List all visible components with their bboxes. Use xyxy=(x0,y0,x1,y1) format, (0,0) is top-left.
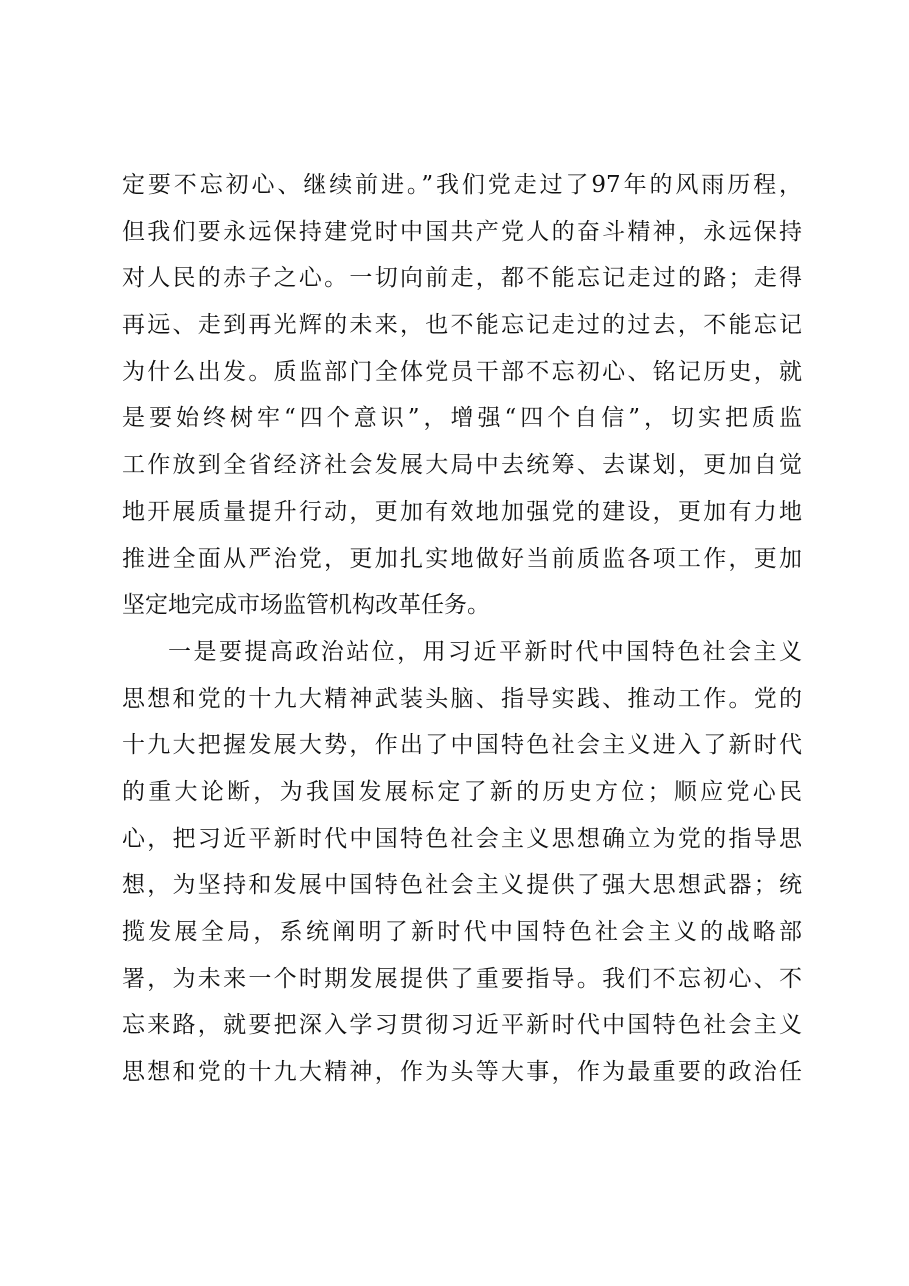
text-line: 署，为未来一个时期发展提供了重要指导。我们不忘初心、不 xyxy=(122,965,802,992)
text-line: 的重大论断，为我国发展标定了新的历史方位；顺应党心民 xyxy=(122,778,802,805)
text-line: 再远、走到再光辉的未来，也不能忘记走过的过去，不能忘记 xyxy=(122,312,802,339)
text-line: 想，为坚持和发展中国特色社会主义提供了强大思想武器；统 xyxy=(122,872,802,899)
text-line: 揽发展全局，系统阐明了新时代中国特色社会主义的战略部 xyxy=(122,919,802,945)
text-line: 定要不忘初心、继续前进。”我们党走过了97年的风雨历程， xyxy=(122,172,802,198)
text-line: 十九大把握发展大势，作出了中国特色社会主义进入了新时代 xyxy=(122,732,802,759)
body-text xyxy=(122,162,802,1096)
text-line: 对人民的赤子之心。一切向前走，都不能忘记走过的路；走得 xyxy=(122,265,802,292)
paragraph-2 xyxy=(122,629,802,1096)
text-line: 思想和党的十九大精神，作为头等大事，作为最重要的政治任 xyxy=(122,1059,802,1086)
text-line: 思想和党的十九大精神武装头脑、指导实践、推动工作。党的 xyxy=(122,685,802,712)
text-line: 坚定地完成市场监管机构改革任务。 xyxy=(122,592,490,619)
text-line: 地开展质量提升行动，更加有效地加强党的建设，更加有力地 xyxy=(122,498,802,525)
text-line: 但我们要永远保持建党时中国共产党人的奋斗精神，永远保持 xyxy=(122,218,802,245)
text-line: 心，把习近平新时代中国特色社会主义思想确立为党的指导思 xyxy=(122,825,802,852)
text-line: 一是要提高政治站位，用习近平新时代中国特色社会主义 xyxy=(168,638,802,665)
paragraph-1 xyxy=(122,162,802,629)
text-line: 工作放到全省经济社会发展大局中去统筹、去谋划，更加自觉 xyxy=(122,452,802,479)
text-line: 是要始终树牢“四个意识”，增强“四个自信”，切实把质监 xyxy=(122,405,802,432)
text-line: 为什么出发。质监部门全体党员干部不忘初心、铭记历史，就 xyxy=(122,358,802,385)
text-line: 推进全面从严治党，更加扎实地做好当前质监各项工作，更加 xyxy=(122,545,802,572)
text-line: 忘来路，就要把深入学习贯彻习近平新时代中国特色社会主义 xyxy=(122,1012,802,1039)
